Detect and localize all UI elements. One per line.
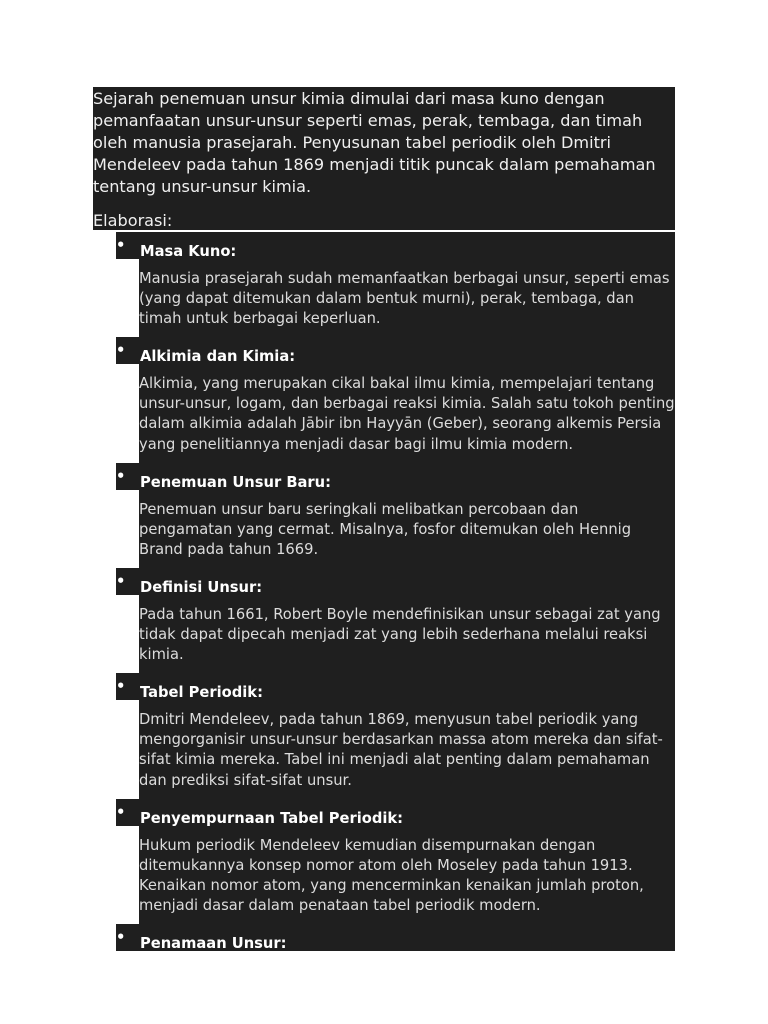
bullet-icon: • — [116, 467, 126, 485]
bullet-icon: • — [116, 928, 126, 946]
bullet-icon: • — [116, 678, 126, 696]
list-item — [116, 568, 675, 673]
list-item — [116, 924, 675, 951]
list-item-heading — [116, 463, 675, 490]
list-item-title: Masa Kuno: — [140, 243, 237, 260]
list-item-body: Manusia prasejarah sudah memanfaatkan berbagai unsur, seperti emas (yang dapat ditemukan dalam bentuk murni), perak, tembaga, dan timah untuk berbagai keperluan. — [139, 259, 675, 337]
list-item-title: Penamaan Unsur: — [140, 934, 287, 952]
list-item-body: Dmitri Mendeleev, pada tahun 1869, menyusun tabel periodik yang mengorganisir unsur-unsur berdasarkan massa atom mereka dan sifat-sifat kimia mereka. Tabel ini menjadi alat penting dalam pemahaman dan prediksi sifat-sifat unsur. — [139, 700, 675, 798]
bullet-icon: • — [116, 803, 126, 821]
list-item-heading — [116, 232, 675, 259]
list-item-heading — [116, 799, 675, 826]
list-item-heading — [116, 924, 675, 951]
bullet-icon: • — [116, 572, 126, 590]
list-item — [116, 673, 675, 798]
intro-paragraph: Sejarah penemuan unsur kimia dimulai dari masa kuno dengan pemanfaatan unsur-unsur seperti emas, perak, tembaga, dan timah oleh manusia prasejarah. Penyusunan tabel periodik oleh Dmitri Mendeleev pada tahun 1869 menjadi titik puncak dalam pemahaman tentang unsur-unsur kimia. — [93, 89, 656, 196]
list-item-title: Alkimia dan Kimia: — [140, 348, 296, 366]
list-item-body: Penemuan unsur baru seringkali melibatkan percobaan dan pengamatan yang cermat. Misalnya, fosfor ditemukan oleh Hennig Brand pada tahun 1669. — [139, 490, 675, 568]
elaboration-list — [116, 232, 675, 952]
list-item — [116, 463, 675, 568]
list-item-title: Penemuan Unsur Baru: — [140, 473, 332, 491]
list-item-body: Alkimia, yang merupakan cikal bakal ilmu kimia, mempelajari tentang unsur-unsur, logam, dan berbagai reaksi kimia. Salah satu tokoh penting dalam alkimia adalah Jābir ibn Hayyān (Geber), seorang alkemis Persia yang penelitiannya menjadi dasar bagi ilmu kimia modern. — [139, 364, 675, 462]
list-item — [116, 799, 675, 924]
list-item-title: Tabel Periodik: — [140, 684, 263, 702]
list-item-body: Pada tahun 1661, Robert Boyle mendefinisikan unsur sebagai zat yang tidak dapat dipecah menjadi zat yang lebih sederhana melalui reaksi kimia. — [139, 595, 675, 673]
list-item — [116, 232, 675, 337]
list-item-body: Hukum periodik Mendeleev kemudian disempurnakan dengan ditemukannya konsep nomor atom oleh Moseley pada tahun 1913. Kenaikan nomor atom, yang mencerminkan kenaikan jumlah proton, menjadi dasar dalam penataan tabel periodik modern. — [139, 826, 675, 924]
list-item-heading — [116, 673, 675, 700]
bullet-icon: • — [116, 237, 126, 254]
list-item-heading — [116, 568, 675, 595]
list-item — [116, 337, 675, 462]
list-item-heading — [116, 337, 675, 364]
list-item-title: Definisi Unsur: — [140, 578, 263, 596]
intro-block — [93, 87, 675, 230]
list-item-title: Penyempurnaan Tabel Periodik: — [140, 809, 404, 827]
bullet-icon: • — [116, 342, 126, 360]
elaboration-label: Elaborasi: — [93, 211, 173, 230]
